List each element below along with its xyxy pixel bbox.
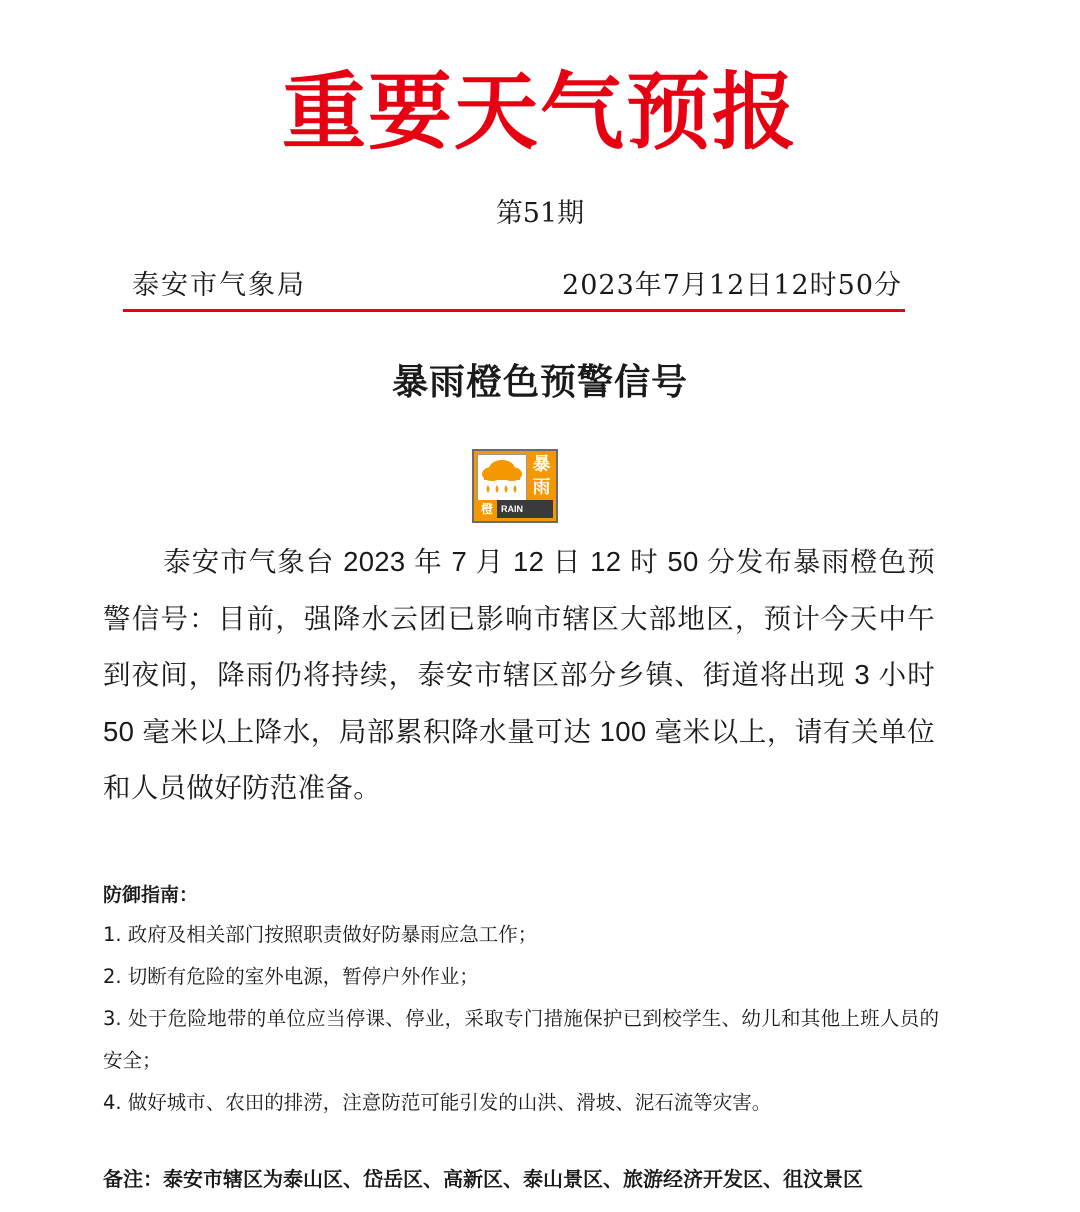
remarks-text: 备注：泰安市辖区为泰山区、岱岳区、高新区、泰山景区、旅游经济开发区、徂汶景区	[103, 1167, 863, 1191]
guide-item: 4. 做好城市、农田的排涝，注意防范可能引发的山洪、滑坡、泥石流等灾害。	[103, 1091, 772, 1114]
signal-level-char: 橙	[477, 500, 497, 518]
defense-guide-title: 防御指南：	[103, 884, 199, 906]
rainstorm-orange-warning-icon	[472, 449, 558, 532]
guide-item: 3. 处于危险地带的单位应当停课、停业，采取专门措施保护已到校学生、幼儿和其他上班人员的安全；	[103, 1007, 939, 1072]
red-divider	[123, 309, 905, 312]
signal-label-char-1: 暴	[532, 454, 551, 475]
warning-body-text: 泰安市气象台 2023 年 7 月 12 日 12 时 50 分发布暴雨橙色预警信号：目前，强降水云团已影响市辖区大部地区，预计今天中午到夜间，降雨仍将持续，泰安市辖区部分乡镇、街道将出现 3 小时 50 毫米以上降水，局部累积降水量可达 100 毫米以上，请有关单位和人员做好防范准备。	[103, 546, 935, 803]
rain-cloud-icon	[477, 454, 527, 502]
issue-number: 第51期	[495, 198, 585, 229]
signal-english-label: RAIN STORM	[501, 504, 534, 532]
bulletin-masthead: 重要天气预报	[281, 62, 798, 161]
warning-headline: 暴雨橙色预警信号	[391, 361, 688, 403]
guide-item: 2. 切断有危险的室外电源，暂停户外作业；	[103, 965, 479, 988]
signal-label-bar	[477, 500, 553, 532]
issuer-name: 泰安市气象局	[132, 270, 306, 301]
issue-datetime: 2023年7月12日12时50分	[562, 270, 902, 301]
defense-guide-list	[103, 914, 939, 1124]
guide-item: 1. 政府及相关部门按照职责做好防暴雨应急工作；	[103, 923, 538, 946]
issuer-row	[128, 266, 904, 306]
signal-label-char-2: 雨	[532, 477, 551, 498]
